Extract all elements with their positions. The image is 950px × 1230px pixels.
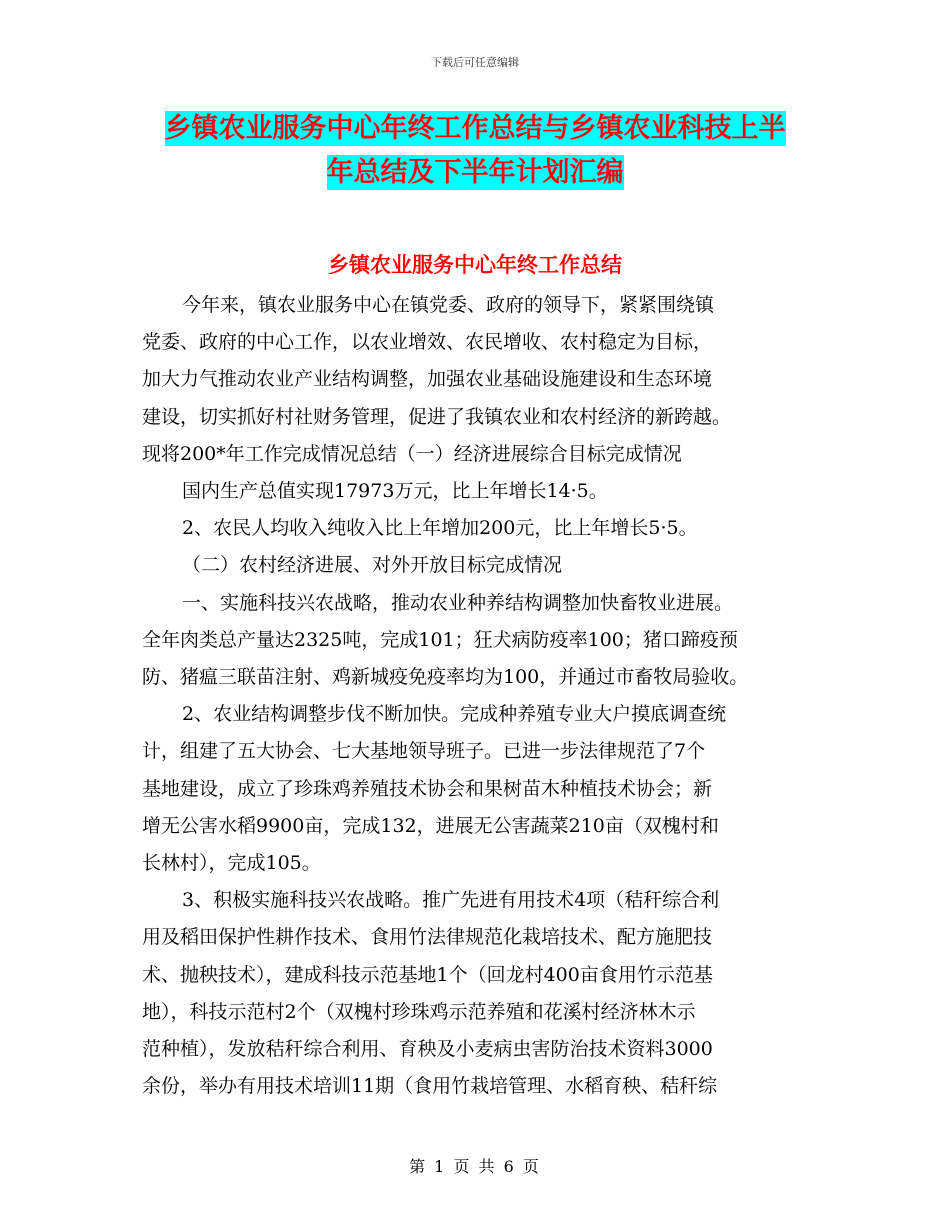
- page-footer: 第 1 页 共 6 页: [409, 1157, 541, 1176]
- body-line: 全年肉类总产量达2325吨，完成101；狂犬病防疫率100；猪口蹄疫预: [142, 628, 738, 651]
- body-line: 范种植），发放秸秆综合利用、育秧及小麦病虫害防治技术资料3000: [142, 1038, 713, 1061]
- document-title-line-2: [0, 156, 950, 190]
- body-line: 加大力气推动农业产业结构调整，加强农业基础设施建设和生态环境: [142, 368, 713, 391]
- body-line: 计，组建了五大协会、七大基地领导班子。已进一步法律规范了7个: [142, 740, 706, 763]
- body-line: 3、积极实施科技兴农战略。推广先进有用技术4项（秸秆综合利: [182, 889, 720, 912]
- body-line: 2、农民人均收入纯收入比上年增加200元，比上年增长5·5。: [182, 517, 698, 540]
- body-line: 2、农业结构调整步伐不断加快。完成种养殖专业大户摸底调查统: [182, 703, 727, 726]
- body-line: 今年来，镇农业服务中心在镇党委、政府的领导下，紧紧围绕镇: [182, 294, 715, 316]
- body-line: 增无公害水稻9900亩，完成132，进展无公害蔬菜210亩（双槐村和: [142, 814, 719, 837]
- body-line: 余份，举办有用技术培训11期（食用竹栽培管理、水稻育秧、秸秆综: [142, 1075, 718, 1098]
- body-line: 国内生产总值实现17973万元，比上年增长14·5。: [182, 480, 608, 503]
- body-line: 用及稻田保护性耕作技术、食用竹法律规范化栽培技术、配方施肥技: [142, 926, 713, 949]
- body-line: 基地建设，成立了珍珠鸡养殖技术协会和果树苗木种植技术协会；新: [142, 777, 713, 800]
- header-note: 下载后可任意编辑: [431, 56, 519, 69]
- body-line: 防、猪瘟三联苗注射、鸡新城疫免疫率均为100，并通过市畜牧局验收。: [142, 666, 749, 689]
- body-line: 术、抛秧技术），建成科技示范基地1个（回龙村400亩食用竹示范基: [142, 963, 713, 986]
- document-title-text-2: 年总结及下半年计划汇编: [326, 157, 624, 188]
- body-line: 现将200*年工作完成情况总结（一）经济进展综合目标完成情况: [142, 442, 682, 465]
- body-line: 地），科技示范村2个（双槐村珍珠鸡示范养殖和花溪村经济林木示: [142, 1000, 696, 1023]
- body-line: 建设，切实抓好村社财务管理，促进了我镇农业和农村经济的新跨越。: [142, 405, 732, 428]
- body-line: （二）农村经济进展、对外开放目标完成情况: [182, 554, 563, 577]
- section-title: 乡镇农业服务中心年终工作总结: [328, 253, 622, 277]
- document-title-text-1: 乡镇农业服务中心年终工作总结与乡镇农业科技上半: [164, 113, 786, 144]
- body-text: [142, 287, 812, 1105]
- document-title-line-1: [0, 112, 950, 146]
- body-line: 党委、政府的中心工作，以农业增效、农民增收、农村稳定为目标，: [142, 331, 713, 354]
- body-line: 长林村），完成105。: [142, 852, 321, 875]
- body-line: 一、实施科技兴农战略，推动农业种养结构调整加快畜牧业进展。: [182, 591, 734, 614]
